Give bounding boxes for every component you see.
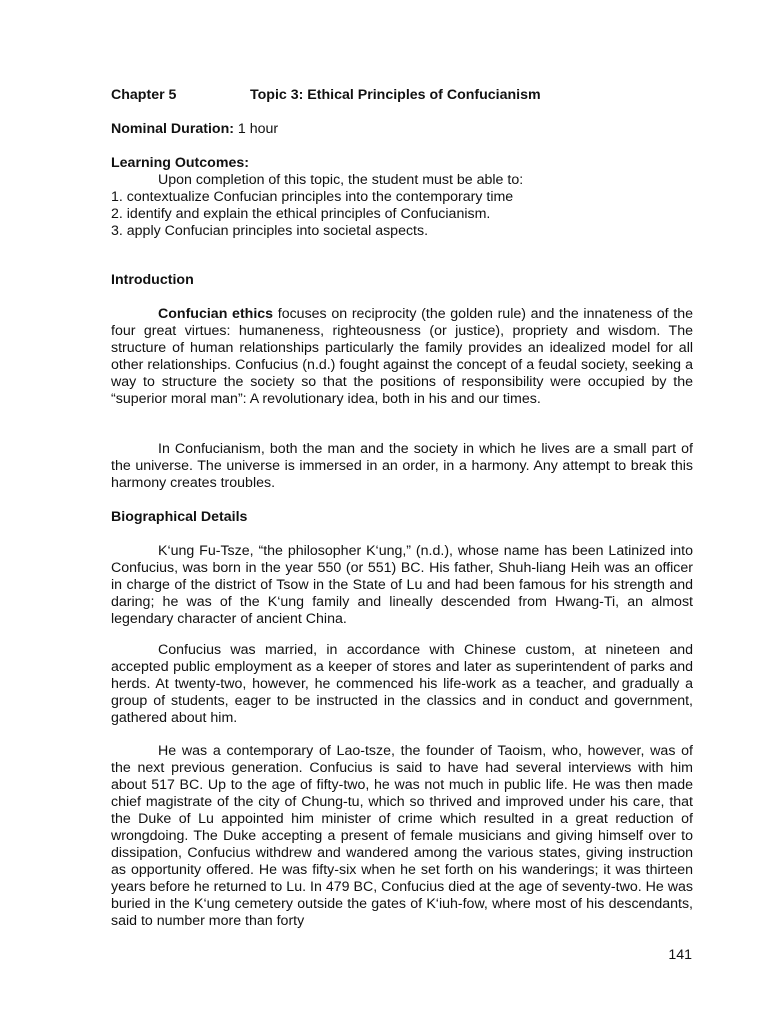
learning-outcomes-intro: Upon completion of this topic, the student must be able to: xyxy=(158,172,524,188)
learning-outcomes-heading: Learning Outcomes: xyxy=(111,155,249,171)
topic-title: Topic 3: Ethical Principles of Confucianism xyxy=(250,87,541,103)
learning-outcome-item: 3. apply Confucian principles into societal aspects. xyxy=(111,223,429,239)
learning-outcomes xyxy=(111,155,671,240)
introduction-paragraph-1-text: focuses on reciprocity (the golden rule) and the innateness of the four great virtues: humaneness, righteousness (or justice), propriety and wisdom. The structure of human relationships particularly the family provides an idealized model for all other relationships. Confucius (n.d.) fought against the concept of a feudal society, seeking a way to structure the society so that the positions of responsibility were occupied by the “superior moral man”: A revolutionary idea, both in his and our times. xyxy=(111,306,693,407)
biography-paragraph-3: He was a contemporary of Lao-tsze, the founder of Taoism, who, however, was of the next previous generation. Confucius is said to have had several interviews with him about 517 BC. Up to the age of fifty-two, he was not much in public life. He was then made chief magistrate of the city of Chung-tu, which so thrived and improved under his care, that the Duke of Lu appointed him minister of crime which resulted in a great reduction of wrongdoing. The Duke accepting a present of female musicians and giving himself over to dissipation, Confucius withdrew and wandered among the various states, giving instruction as opportunity offered. He was fifty-six when he set forth on his wanderings; it was thirteen years before he returned to Lu. In 479 BC, Confucius died at the age of seventy-two. He was buried in the K‘ung cemetery outside the gates of K‘iuh-fow, where most of his descendants, said to number more than forty xyxy=(111,743,693,929)
duration-value: 1 hour xyxy=(233,121,279,137)
biographical-details-heading: Biographical Details xyxy=(111,509,248,525)
introduction-heading: Introduction xyxy=(111,272,194,288)
duration-label: Nominal Duration: xyxy=(111,121,234,137)
introduction-paragraph-1 xyxy=(111,306,693,408)
nominal-duration xyxy=(111,121,278,138)
chapter-label: Chapter 5 xyxy=(111,87,177,103)
learning-outcome-item: 1. contextualize Confucian principles into the contemporary time xyxy=(111,189,514,205)
page-number: 141 xyxy=(668,947,692,963)
chapter-heading xyxy=(111,87,541,104)
introduction-paragraph-2: In Confucianism, both the man and the society in which he lives are a small part of the universe. The universe is immersed in an order, in a harmony. Any attempt to break this harmony creates troubles. xyxy=(111,441,693,491)
learning-outcome-item: 2. identify and explain the ethical principles of Confucianism. xyxy=(111,206,491,222)
biography-paragraph-1: K‘ung Fu-Tsze, “the philosopher K‘ung,” (n.d.), whose name has been Latinized into Confucius, was born in the year 550 (or 551) BC. His father, Shuh-liang Heih was an officer in charge of the district of Tsow in the State of Lu and had been famous for his strength and daring; he was of the K‘ung family and lineally descended from Hwang-Ti, an almost legendary character of ancient China. xyxy=(111,543,693,627)
confucian-ethics-term: Confucian ethics xyxy=(158,306,274,322)
biography-paragraph-2: Confucius was married, in accordance with Chinese custom, at nineteen and accepted public employment as a keeper of stores and later as superintendent of parks and herds. At twenty-two, however, he commenced his life-work as a teacher, and gradually a group of students, eager to be instructed in the classics and in conduct and government, gathered about him. xyxy=(111,642,693,726)
